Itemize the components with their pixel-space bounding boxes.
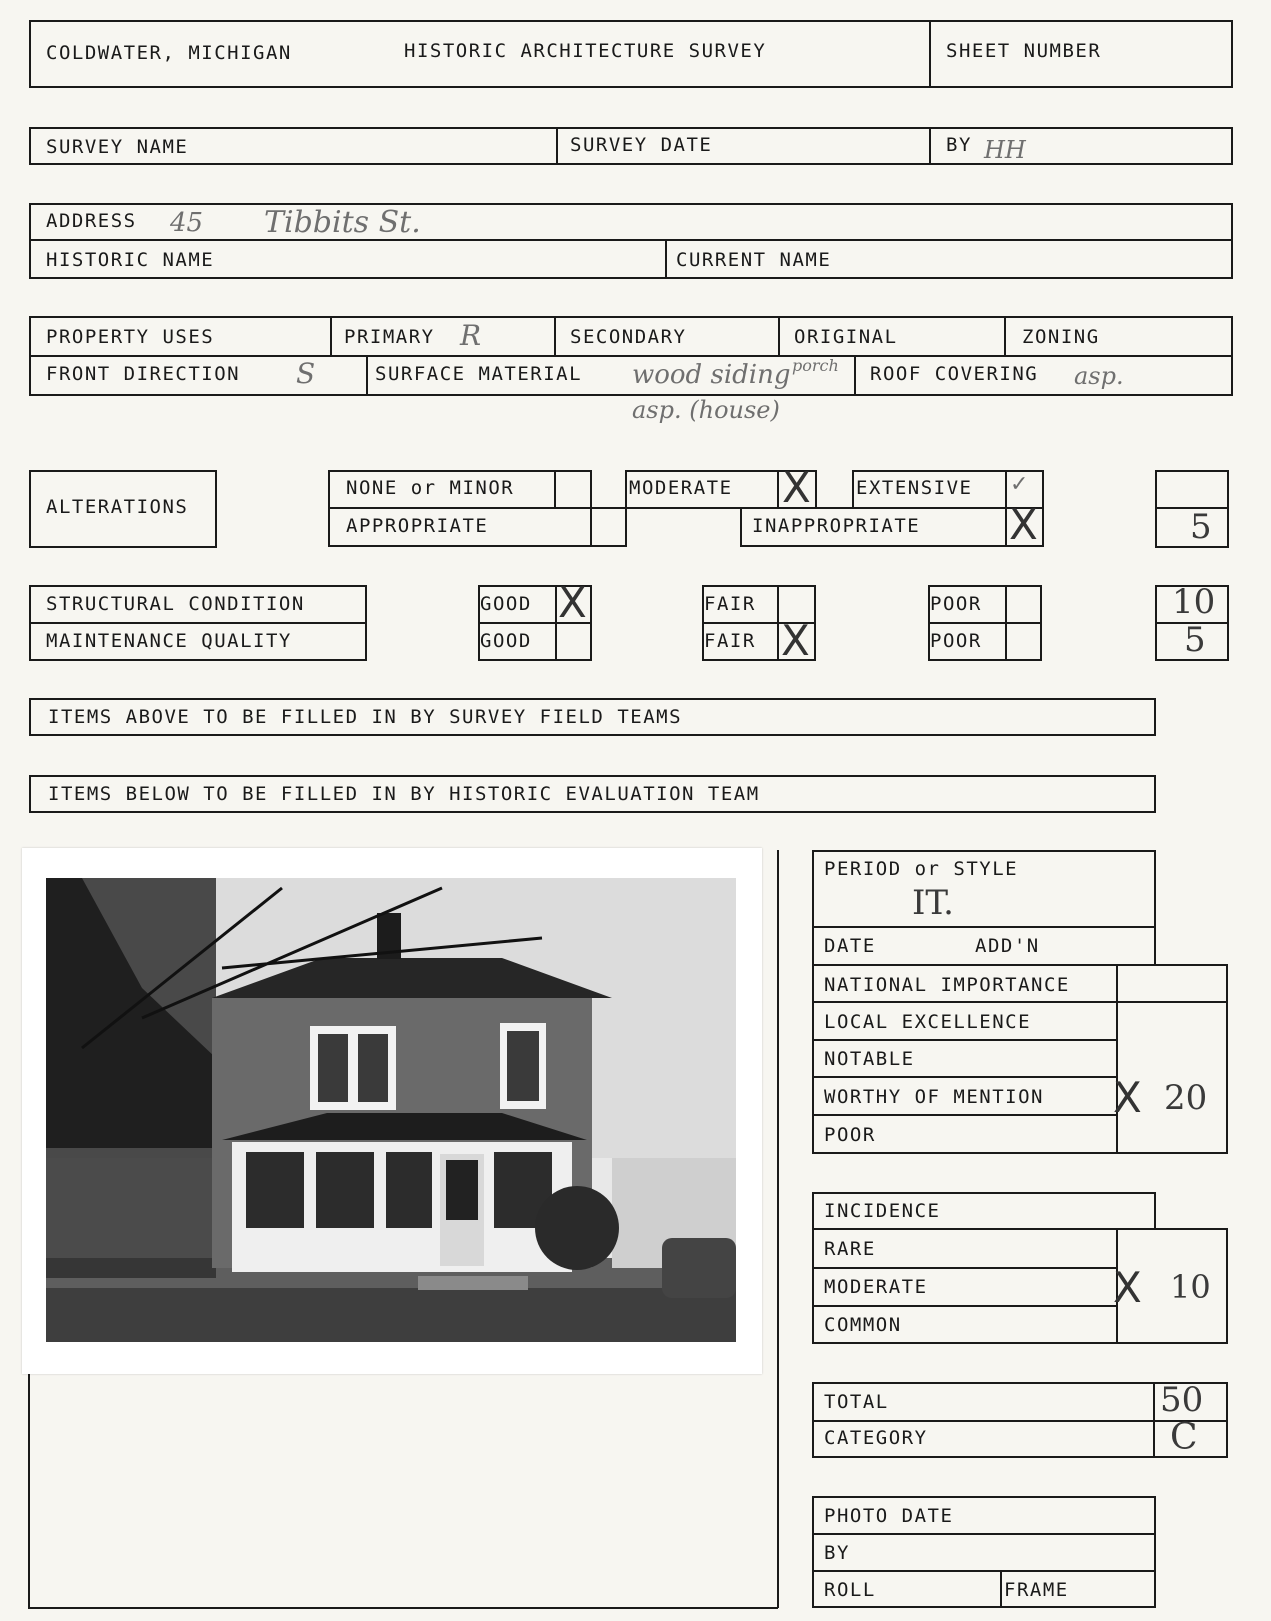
sheet-number-label: SHEET NUMBER — [946, 40, 1102, 62]
local-excellence-label: LOCAL EXCELLENCE — [824, 1011, 1032, 1033]
category-label: CATEGORY — [824, 1427, 928, 1449]
alt-v-10 — [1042, 470, 1044, 547]
property-divider-6 — [854, 355, 856, 396]
alt-line-mid-1 — [328, 507, 625, 509]
national-importance-label: NATIONAL IMPORTANCE — [824, 974, 1070, 996]
alt-v-4 — [625, 470, 627, 547]
structural-condition-label: STRUCTURAL CONDITION — [46, 593, 305, 615]
page-title: HISTORIC ARCHITECTURE SURVEY — [404, 40, 767, 62]
structural-good-mark: X — [558, 578, 587, 627]
incidence-moderate-label: MODERATE — [824, 1276, 928, 1298]
survey-divider-1 — [556, 127, 558, 165]
none-minor-label: NONE or MINOR — [346, 477, 515, 499]
address-number: 45 — [170, 208, 204, 238]
incidence-h-1 — [812, 1267, 1116, 1269]
date-label: DATE — [824, 935, 876, 957]
extensive-label: EXTENSIVE — [856, 477, 973, 499]
maintenance-quality-label: MAINTENANCE QUALITY — [46, 630, 292, 652]
photo-by-label: BY — [824, 1542, 850, 1564]
address-row-divider — [29, 239, 1233, 241]
front-direction-value: S — [296, 357, 316, 390]
survey-by-label: BY — [946, 134, 972, 156]
common-label: COMMON — [824, 1314, 902, 1336]
alterations-score: 5 — [1190, 507, 1212, 547]
incidence-label: INCIDENCE — [824, 1200, 941, 1222]
maintenance-poor-label: POOR — [930, 630, 982, 652]
property-divider-4 — [1004, 316, 1006, 355]
incidence-score: 10 — [1170, 1268, 1211, 1306]
property-divider-2 — [554, 316, 556, 355]
current-name-label: CURRENT NAME — [676, 249, 832, 271]
importance-h-1 — [812, 1001, 1228, 1003]
alt-v-8 — [740, 507, 742, 547]
evaluation-poor-label: POOR — [824, 1124, 876, 1146]
worthy-mark: X — [1113, 1073, 1142, 1122]
maintenance-fair-label: FAIR — [704, 630, 756, 652]
house-photo-image — [22, 848, 762, 1374]
category-value: C — [1170, 1417, 1198, 1458]
photo-date-label: PHOTO DATE — [824, 1505, 954, 1527]
name-divider — [665, 239, 667, 279]
city-label: COLDWATER, MICHIGAN — [46, 42, 292, 64]
alt-v-2 — [554, 470, 556, 507]
fair-divider-v — [777, 585, 779, 661]
period-value: IT. — [912, 883, 954, 923]
rare-label: RARE — [824, 1238, 876, 1260]
roll-label: ROLL — [824, 1579, 876, 1601]
alterations-label: ALTERATIONS — [46, 496, 189, 518]
extensive-check: ✓ — [1010, 472, 1029, 497]
inappropriate-mark: X — [1009, 500, 1038, 549]
appropriate-label: APPROPRIATE — [346, 515, 489, 537]
alt-line-mid-2 — [625, 507, 1044, 509]
property-divider-1 — [330, 316, 332, 355]
original-label: ORIGINAL — [794, 326, 898, 348]
alt-line-bot-2 — [740, 545, 1044, 547]
alt-v-5 — [777, 470, 779, 507]
surface-material-value2: asp. (house) — [632, 396, 780, 424]
surface-material-label: SURFACE MATERIAL — [375, 363, 583, 385]
alt-line-bot-1 — [328, 545, 625, 547]
incidence-mark: X — [1113, 1263, 1142, 1312]
poor-divider-v — [1005, 585, 1007, 661]
addn-label: ADD'N — [975, 935, 1040, 957]
total-label: TOTAL — [824, 1391, 889, 1413]
alt-v-6 — [815, 470, 817, 507]
photo-info-h-1 — [812, 1533, 1156, 1535]
roof-covering-label: ROOF COVERING — [870, 363, 1039, 385]
address-label: ADDRESS — [46, 210, 137, 232]
photo-info-h-2 — [812, 1570, 1156, 1572]
survey-by-value: HH — [984, 136, 1026, 164]
secondary-label: SECONDARY — [570, 326, 687, 348]
inappropriate-label: INAPPROPRIATE — [752, 515, 921, 537]
good-divider-v — [555, 585, 557, 661]
photo-info-v — [1000, 1570, 1002, 1608]
address-street: Tibbits St. — [264, 205, 421, 240]
importance-h-2 — [812, 1039, 1116, 1041]
surface-material-value: wood siding — [632, 360, 791, 390]
moderate-label: MODERATE — [629, 477, 733, 499]
incidence-h-2 — [812, 1305, 1116, 1307]
period-label: PERIOD or STYLE — [824, 858, 1019, 880]
primary-value: R — [460, 319, 482, 352]
worthy-score: 20 — [1164, 1078, 1208, 1118]
zoning-label: ZONING — [1022, 326, 1100, 348]
total-value: 50 — [1160, 1380, 1204, 1420]
property-row-divider — [29, 355, 1233, 357]
surface-material-note: porch — [792, 356, 839, 375]
photo-frame-left — [28, 1370, 30, 1608]
importance-divider-v — [1116, 964, 1118, 1154]
maintenance-fair-mark: X — [781, 616, 810, 665]
alt-line-top-1 — [328, 470, 590, 472]
roof-covering-value: asp. — [1074, 362, 1124, 390]
notes-below: ITEMS BELOW TO BE FILLED IN BY HISTORIC EVALUATION TEAM — [48, 783, 760, 805]
survey-name-label: SURVEY NAME — [46, 136, 189, 158]
survey-divider-2 — [929, 127, 931, 165]
property-uses-label: PROPERTY USES — [46, 326, 215, 348]
alt-v-1 — [328, 470, 330, 547]
condition-label-divider — [29, 622, 367, 624]
totals-divider-v — [1153, 1382, 1155, 1458]
front-direction-label: FRONT DIRECTION — [46, 363, 241, 385]
totals-divider-h — [812, 1420, 1228, 1422]
period-divider — [812, 926, 1156, 928]
structural-score: 10 — [1172, 582, 1216, 622]
alt-v-7 — [852, 470, 854, 507]
survey-date-label: SURVEY DATE — [570, 134, 713, 156]
maintenance-good-label: GOOD — [480, 630, 532, 652]
structural-poor-label: POOR — [930, 593, 982, 615]
poor-divider-h — [928, 622, 1042, 624]
maintenance-score: 5 — [1184, 620, 1206, 660]
frame-label: FRAME — [1004, 1579, 1069, 1601]
property-divider-5 — [366, 355, 368, 396]
house-photo — [22, 848, 762, 1374]
structural-good-label: GOOD — [480, 593, 532, 615]
alt-v-3 — [590, 470, 592, 547]
photo-frame-right — [777, 850, 779, 1608]
property-divider-3 — [778, 316, 780, 355]
worthy-of-mention-label: WORTHY OF MENTION — [824, 1086, 1044, 1108]
photo-frame-bottom — [28, 1607, 778, 1609]
primary-label: PRIMARY — [344, 326, 435, 348]
alt-v-9 — [1005, 470, 1007, 547]
importance-h-4 — [812, 1114, 1116, 1116]
moderate-mark: X — [782, 463, 811, 512]
historic-name-label: HISTORIC NAME — [46, 249, 215, 271]
header-divider — [929, 20, 931, 88]
notes-above: ITEMS ABOVE TO BE FILLED IN BY SURVEY FIELD TEAMS — [48, 706, 683, 728]
structural-fair-label: FAIR — [704, 593, 756, 615]
notable-label: NOTABLE — [824, 1048, 915, 1070]
importance-h-3 — [812, 1076, 1116, 1078]
